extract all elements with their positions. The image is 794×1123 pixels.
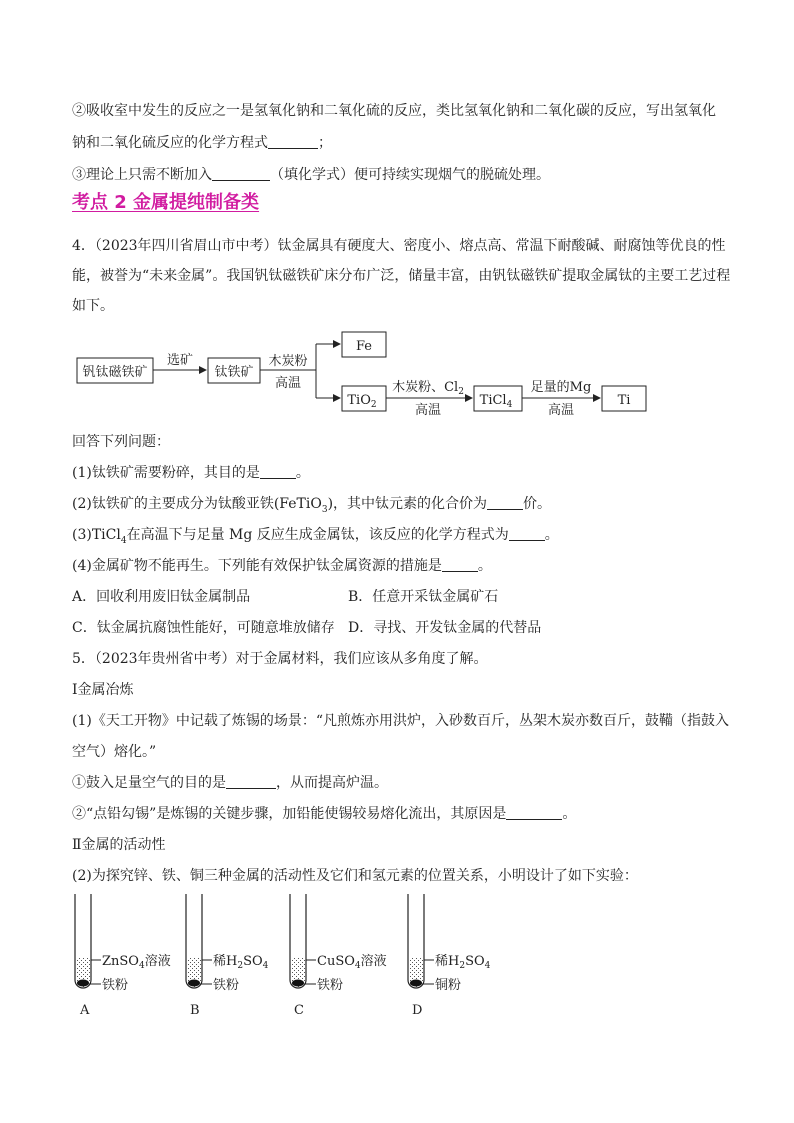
q4-part2 — [72, 494, 551, 520]
q4-p2-end: 价。 — [523, 496, 552, 512]
q4-option-d: D．寻找、开发钛金属的代替品 — [348, 620, 542, 636]
prev-q2-text: 钠和二氧化硫反应的化学方程式 — [72, 135, 268, 151]
q5-p1b — [72, 804, 576, 824]
tube-d — [408, 894, 434, 988]
q4-p1-text: (1)钛铁矿需要粉碎，其目的是 — [72, 465, 260, 481]
box-ti-label: Ti — [617, 393, 631, 408]
test-tube-experiment — [0, 890, 794, 1020]
q4-part1 — [72, 463, 310, 483]
arrow3-bottom-label: 高温 — [414, 403, 442, 416]
tube-a-letter: A — [80, 1003, 90, 1018]
box-ilmenite-label: 钛铁矿 — [214, 365, 254, 380]
q4-part3 — [72, 525, 559, 551]
q5-p1b-text: ②“点铅勾锡”是炼锡的关键步骤，加铅能使锡较易熔化流出，其原因是 — [72, 806, 507, 822]
q5-p1a-text: ①鼓入足量空气的目的是 — [72, 775, 226, 791]
arrow3-top-label — [392, 379, 464, 397]
q5-p1-line2: 空气）熔化。” — [72, 744, 157, 760]
prev-q3-post: （填化学式）便可持续实现烟气的脱硫处理。 — [270, 167, 550, 183]
q4-p4-end: 。 — [477, 558, 492, 574]
q4-part4 — [72, 556, 492, 576]
q4-p3-mid: 在高温下与足量 Mg 反应生成金属钛，该反应的化学方程式为 — [126, 527, 509, 543]
answer-blank — [506, 805, 562, 820]
tube-d-letter: D — [412, 1003, 423, 1018]
q4-p3-sub: 4 — [120, 535, 127, 546]
ticl4-sub: 4 — [506, 400, 513, 410]
prev-q2-line2 — [72, 133, 332, 153]
q4-p2-sub: 3 — [321, 504, 328, 515]
answer-blank — [268, 134, 318, 149]
tio2-main: TiO — [347, 393, 371, 408]
prev-q3-line — [72, 165, 550, 185]
q4-answer-prompt: 回答下列问题： — [72, 434, 170, 450]
box-tio2-label — [347, 393, 376, 410]
q4-p3-text: (3)TiCl — [72, 527, 121, 543]
arrow2-bottom-label: 高温 — [274, 376, 302, 391]
q5-p1-line1: (1)《天工开物》中记载了炼锡的场景：“凡煎炼亦用洪炉，入砂数百斤，丛架木炭亦数百斤，鼓鞴（指鼓入 — [72, 713, 729, 729]
tube-c-solution: CuSO$_4$溶液 — [317, 954, 387, 971]
q5-part1-heading: Ⅰ金属冶炼 — [72, 682, 134, 698]
tube-a-solid: 铁粉 — [102, 978, 129, 993]
section-heading: 考点 2 金属提纯制备类 — [72, 192, 260, 213]
tube-b — [186, 894, 212, 988]
answer-blank — [260, 464, 296, 479]
q4-p3-end: 。 — [544, 527, 559, 543]
arrow4-top-label: 足量的Mg — [530, 380, 592, 395]
tube-b-solid: 铁粉 — [213, 978, 240, 993]
q5-part2-heading: Ⅱ金属的活动性 — [72, 837, 166, 853]
prev-q2-line1: ②吸收室中发生的反应之一是氢氧化钠和二氧化硫的反应，类比氢氧化钠和二氧化碳的反应，写出氢氧化 — [72, 103, 716, 119]
q4-option-b: B．任意开采钛金属矿石 — [348, 589, 499, 605]
tube-a — [75, 894, 101, 988]
prev-q2-end: ； — [318, 135, 332, 151]
q5-p1a — [72, 773, 388, 793]
q5-p2: (2)为探究锌、铁、铜三种金属的活动性及它们和氢元素的位置关系，小明设计了如下实验： — [72, 868, 638, 884]
tube-d-solution: 稀$H_2SO_4$ — [435, 954, 491, 971]
ticl4-main: TiCl — [479, 393, 507, 408]
tube-c — [290, 894, 316, 988]
titanium-process-flow — [0, 326, 794, 416]
box-fe-label: Fe — [355, 339, 373, 354]
q5-intro: 5．（2023年贵州省中考）对于金属材料，我们应该从多角度了解。 — [72, 651, 488, 667]
tube-b-letter: B — [190, 1003, 200, 1018]
tube-c-letter: C — [294, 1003, 304, 1018]
q4-line3: 如下。 — [72, 298, 114, 314]
box-start-label: 钒钛磁铁矿 — [82, 365, 148, 380]
q4-option-c: C．钛金属抗腐蚀性能好，可随意堆放储存 — [72, 620, 335, 636]
arrow4-bottom-label: 高温 — [547, 403, 575, 416]
arrow2-top-label: 木炭粉 — [268, 354, 308, 369]
tio2-sub: 2 — [370, 400, 377, 410]
q4-p4-text: (4)金属矿物不能再生。下列能有效保护钛金属资源的措施是 — [72, 558, 442, 574]
q5-p1a-post: ，从而提高炉温。 — [276, 775, 388, 791]
q4-p2-mid: )，其中钛元素的化合价为 — [327, 496, 488, 512]
arrow3-top-main: 木炭粉、Cl — [392, 380, 459, 395]
answer-blank — [226, 774, 276, 789]
q5-p1b-end: 。 — [562, 806, 577, 822]
q4-line2: 能，被誉为“未来金属”。我国钒钛磁铁矿床分布广泛，储量丰富，由钒钛磁铁矿提取金属钛的主要工艺过程 — [72, 268, 731, 284]
answer-blank — [442, 557, 478, 572]
answer-blank — [509, 526, 545, 541]
q4-p2-text: (2)钛铁矿的主要成分为钛酸亚铁(FeTiO — [72, 496, 322, 512]
answer-blank — [212, 166, 270, 181]
box-ticl4-label — [480, 393, 513, 410]
tube-a-solution: ZnSO$_4$溶液 — [102, 954, 171, 971]
tube-c-solid: 铁粉 — [317, 978, 344, 993]
q4-option-a: A．回收利用废旧钛金属制品 — [72, 589, 251, 605]
q4-line1: 4．（2023年四川省眉山市中考）钛金属具有硬度大、密度小、熔点高、常温下耐酸碱、耐腐蚀等优良的性 — [72, 238, 726, 254]
tube-b-solution: 稀$H_2SO_4$ — [213, 954, 269, 971]
tube-d-solid: 铜粉 — [435, 978, 462, 993]
prev-q3-pre: ③理论上只需不断加入 — [72, 167, 212, 183]
arrow3-top-sub: 2 — [458, 387, 464, 397]
answer-blank — [487, 495, 523, 510]
arrow1-label: 选矿 — [166, 353, 194, 368]
q4-p1-end: 。 — [295, 465, 310, 481]
